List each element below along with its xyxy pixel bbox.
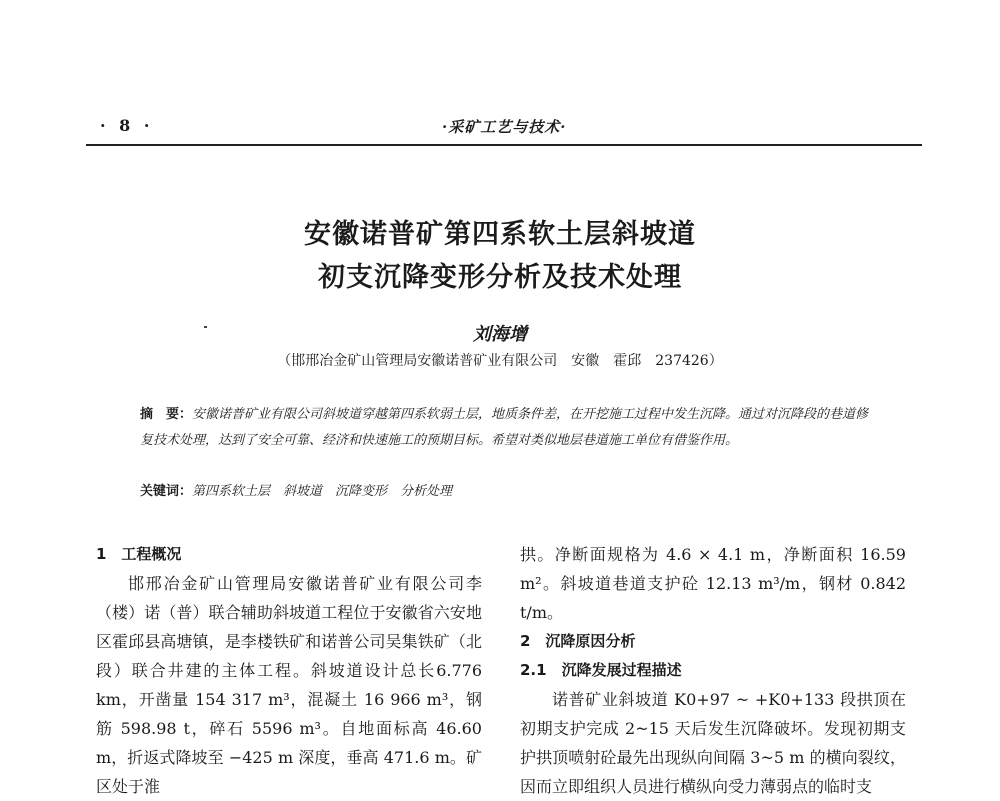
article-title-line-2: 初支沉降变形分析及技术处理	[318, 262, 682, 293]
abstract-text: 安徽诺普矿业有限公司斜坡道穿越第四系软弱土层，地质条件差，在开挖施工过程中发生沉降。通过对沉降段的巷道修复技术处理，达到了安全可靠、经济和快速施工的预期目标。希望对类似地层巷道施工单位有借鉴作用。	[140, 407, 869, 448]
header-rule	[86, 144, 922, 146]
article-title-line-1: 安徽诺普矿第四系软土层斜坡道	[304, 219, 696, 250]
author-name: 刘海增	[473, 324, 527, 345]
right-column	[520, 540, 906, 801]
author-affiliation: （邯邢冶金矿山管理局安徽诺普矿业有限公司 安徽 霍邱 237426）	[277, 353, 723, 369]
section-2-1-paragraph: 诺普矿业斜坡道 K0+97 ~ +K0+133 段拱顶在初期支护完成 2~15 天后发生沉降破坏。发现初期支护拱顶喷射砼最先出现纵向间隔 3~5 m 的横向裂纹，因而立即组织人员进行横纵向受力薄弱点的临时支	[520, 690, 906, 796]
section-1-heading: 1 工程概况	[96, 545, 182, 563]
abstract	[140, 402, 870, 454]
continued-paragraph: 拱。净断面规格为 4.6 × 4.1 m，净断面积 16.59 m²。斜坡道巷道支护砼 12.13 m³/m，钢材 0.842 t/m。	[520, 545, 906, 622]
left-column	[96, 540, 482, 801]
section-2-heading: 2 沉降原因分析	[520, 632, 636, 650]
section-1-paragraph: 邯邢冶金矿山管理局安徽诺普矿业有限公司李（楼）诺（普）联合辅助斜坡道工程位于安徽省六安地区霍邱县高塘镇，是李楼铁矿和诺普公司吴集铁矿（北段）联合井建的主体工程。斜坡道设计总长6.776 km，开凿量 154 317 m³，混凝土 16 966 m³，钢筋 598.98 t，碎石 5596 m³。自地面标高 46.60 m，折返式降坡至 −425 m 深度，垂高 471.6 m。矿区处于淮	[96, 574, 482, 796]
section-2-1-heading: 2.1 沉降发展过程描述	[520, 661, 682, 679]
abstract-label: 摘 要：	[140, 407, 193, 422]
keywords-label: 关键词：	[140, 484, 193, 499]
keywords	[140, 480, 870, 499]
page-number: · 8 ·	[100, 116, 154, 135]
keywords-text: 第四系软土层 斜坡道 沉降变形 分析处理	[192, 484, 453, 499]
journal-section-title: ·采矿工艺与技术·	[442, 118, 567, 136]
